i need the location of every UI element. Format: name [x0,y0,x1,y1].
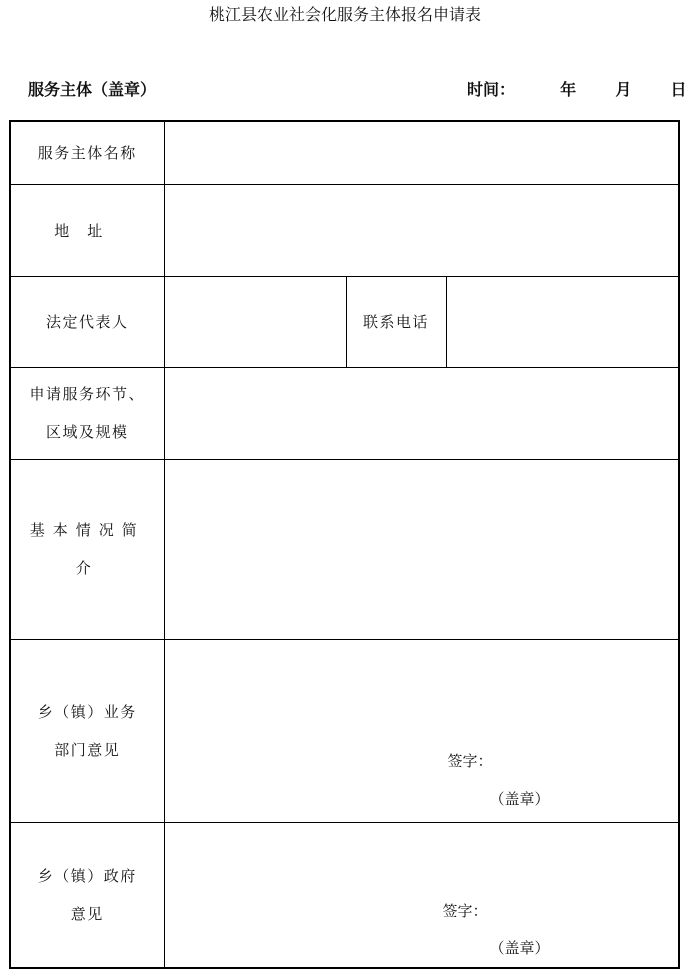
label-department-opinion-line1: 乡（镇）业务 [37,702,137,721]
day-label: 日 [670,80,687,99]
label-service-scope-line2: 区域及规模 [45,423,129,441]
year-label: 年 [560,80,577,99]
field-service-scope[interactable] [164,367,679,459]
row-service-scope [10,367,679,459]
label-contact-phone: 联系电话 [346,276,446,367]
label-address: 地址 [10,184,164,276]
label-service-scope-line1: 申请服务环节、 [29,385,145,403]
row-service-subject-name [10,121,679,184]
label-government-opinion [10,822,164,968]
label-basic-introduction [10,459,164,639]
label-basic-introduction-line1: 基本情况简 [29,521,145,539]
application-form-table [9,120,680,969]
row-legal-representative [10,276,679,367]
row-government-opinion [10,822,679,968]
label-basic-introduction-line2: 介 [75,559,99,577]
label-department-opinion [10,639,164,822]
row-address [10,184,679,276]
department-signature-label: 签字： [447,751,493,770]
label-government-opinion-line2: 意见 [70,904,104,923]
label-department-opinion-line2: 部门意见 [54,740,121,759]
time-label: 时间： [467,80,516,99]
date-line [467,77,687,100]
service-subject-stamp-label: 服务主体（盖章） [28,80,157,99]
label-service-scope [10,367,164,459]
field-basic-introduction[interactable] [164,459,679,639]
field-service-subject-name[interactable] [164,121,679,184]
field-government-opinion[interactable] [164,822,679,968]
government-stamp-label: （盖章） [489,938,550,957]
field-department-opinion[interactable] [164,639,679,822]
label-legal-representative: 法定代表人 [10,276,164,367]
label-government-opinion-line1: 乡（镇）政府 [37,866,137,885]
form-title: 桃江县农业社会化服务主体报名申请表 [208,5,481,24]
field-contact-phone[interactable] [446,276,679,367]
row-department-opinion [10,639,679,822]
label-service-subject-name: 服务主体名称 [10,121,164,184]
month-label: 月 [615,80,632,99]
row-basic-introduction [10,459,679,639]
government-signature-label: 签字： [442,901,488,920]
field-legal-representative[interactable] [164,276,346,367]
field-address[interactable] [164,184,679,276]
department-stamp-label: （盖章） [489,789,550,808]
